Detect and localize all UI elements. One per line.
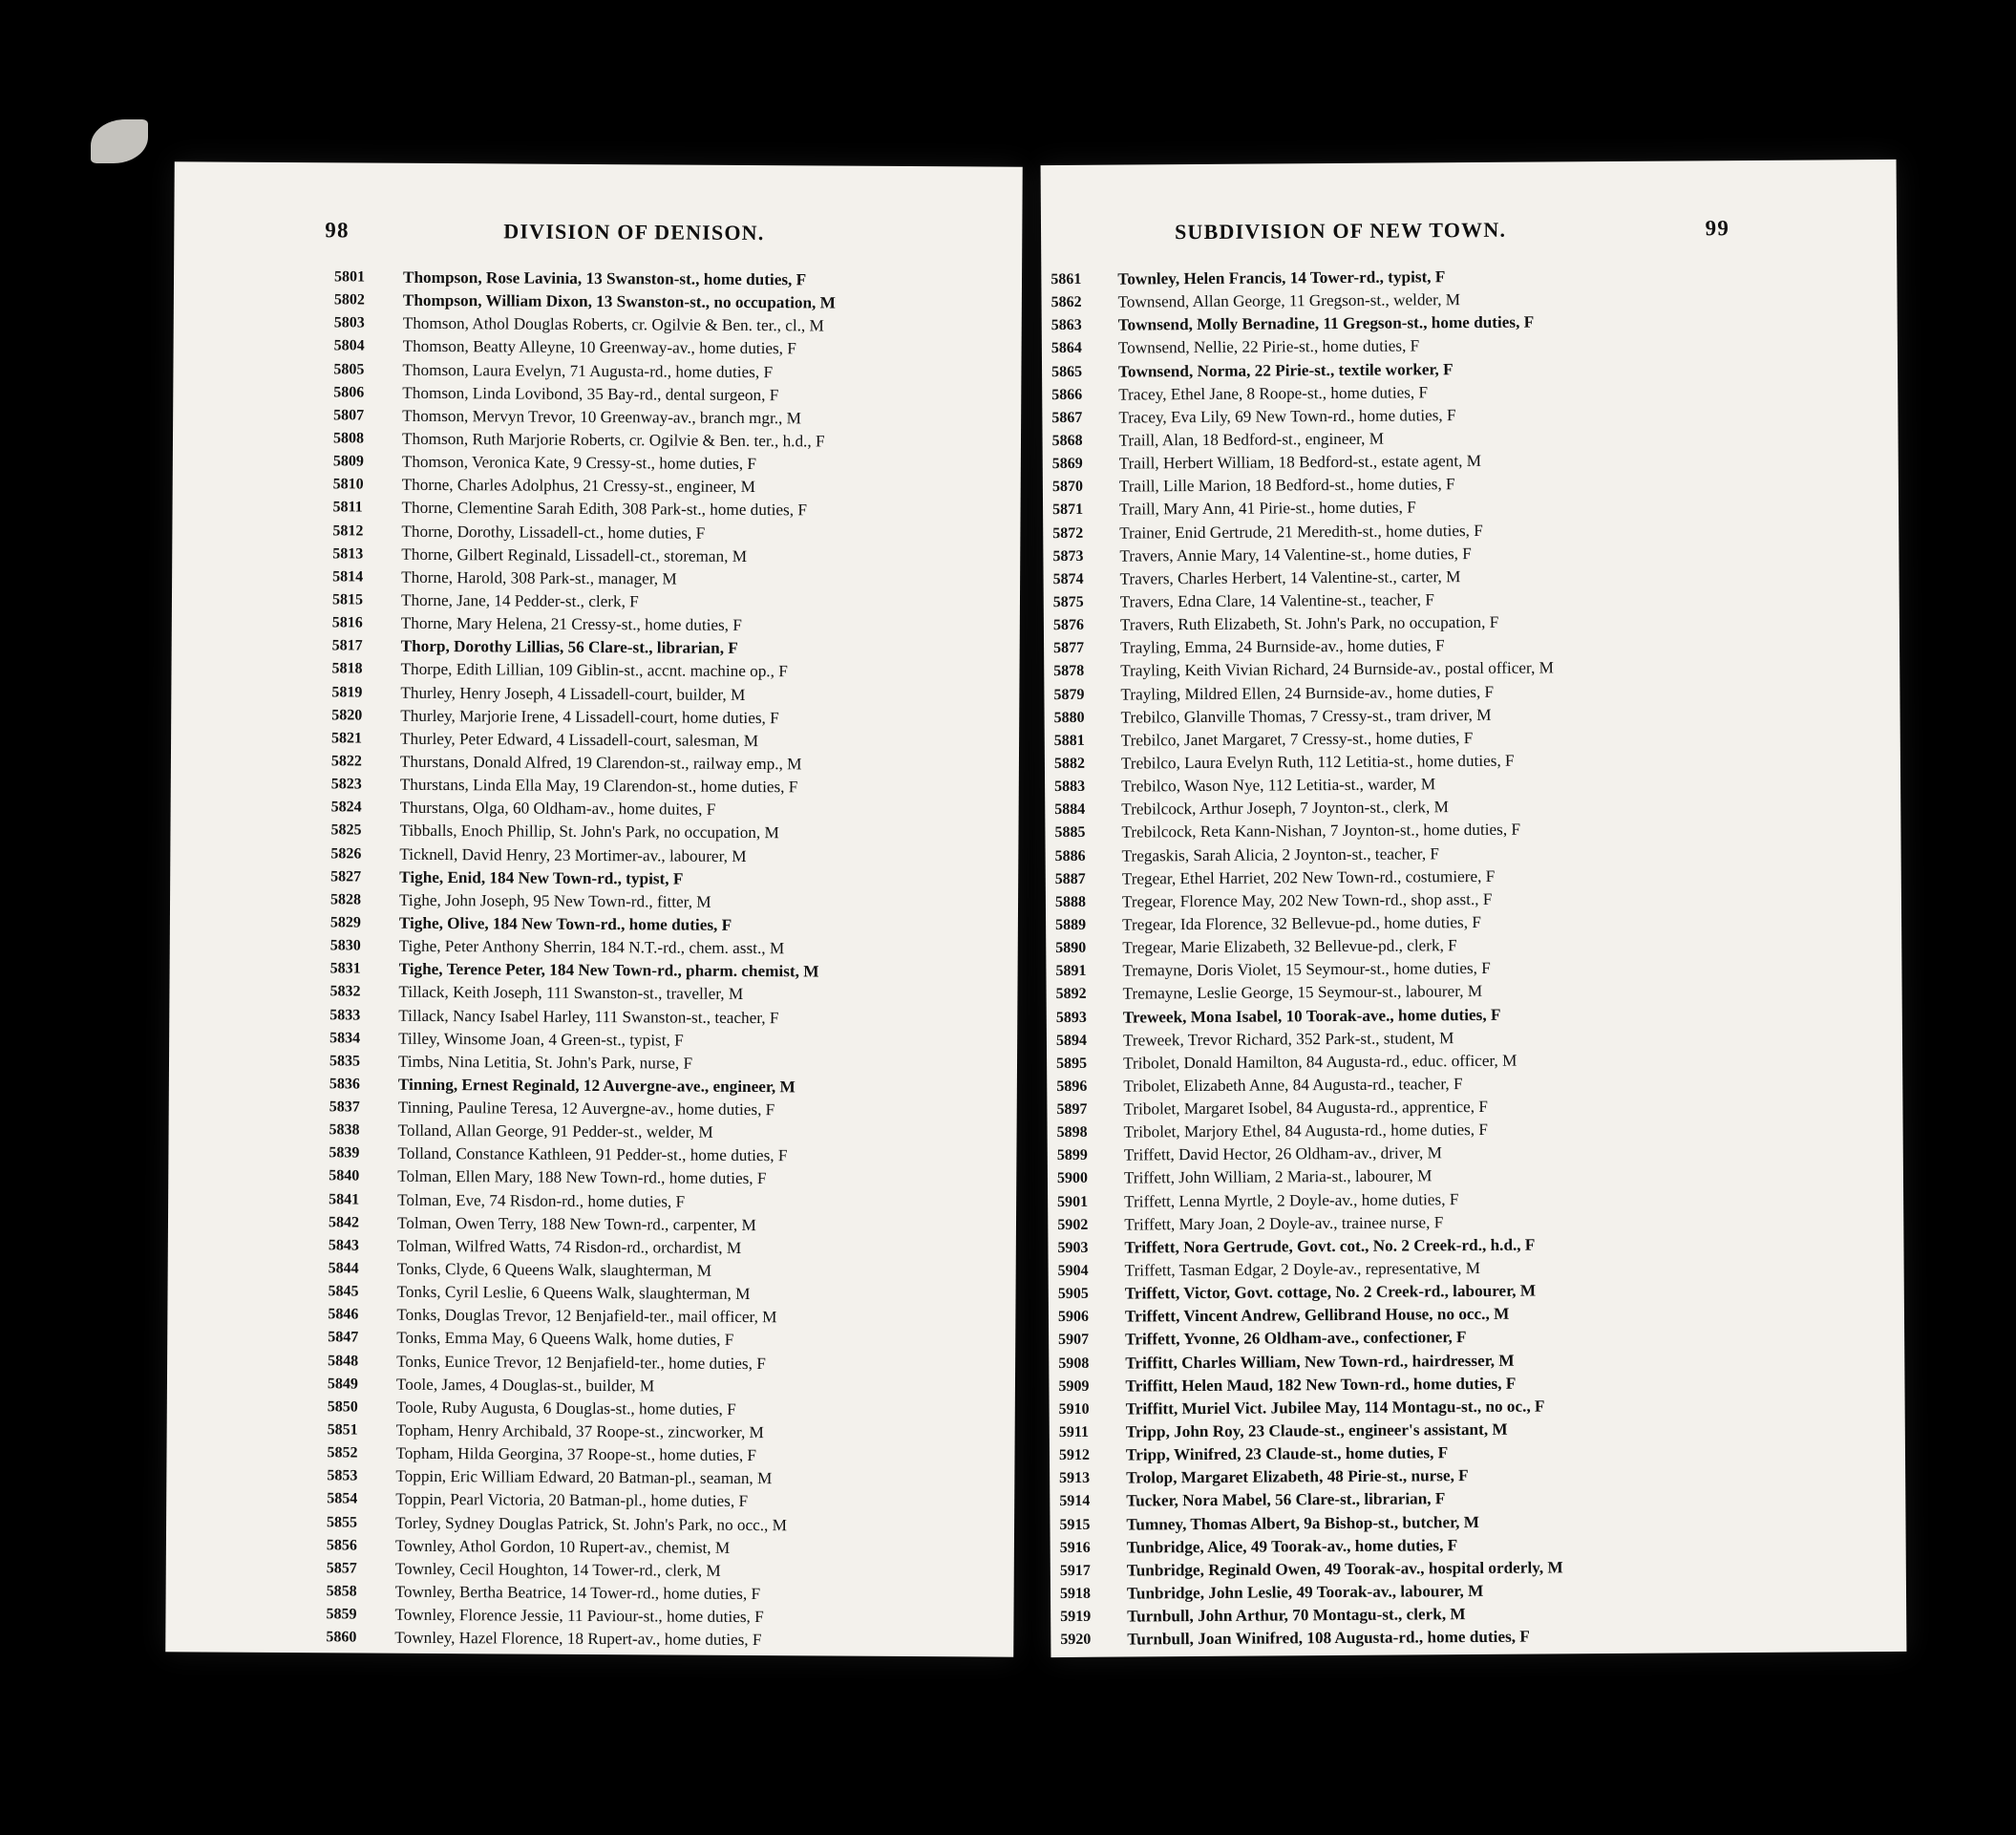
elector-details: Triffett, Lenna Myrtle, 2 Doyle-av., home duties, F (1124, 1189, 1459, 1211)
elector-number: 5833 (329, 1006, 361, 1024)
elector-details: Tregear, Ethel Harriet, 202 New Town-rd., costumiere, F (1121, 866, 1496, 888)
elector-details: Travers, Ruth Elizabeth, St. John's Park, no occupation, F (1119, 612, 1499, 634)
elector-details: Ticknell, David Henry, 23 Mortimer-av., labourer, M (399, 844, 747, 865)
elector-details: Triffett, Tasman Edgar, 2 Doyle-av., representative, M (1124, 1259, 1481, 1280)
elector-details: Traill, Lille Marion, 18 Bedford-st., home duties, F (1118, 475, 1455, 496)
elector-number: 5845 (328, 1283, 359, 1300)
elector-details: Townsend, Nellie, 22 Pirie-st., home duties, F (1117, 336, 1420, 358)
elector-details: Tonks, Douglas Trevor, 12 Benjafield-ter., mail officer, M (396, 1306, 777, 1327)
elector-details: Toole, James, 4 Douglas-st., builder, M (395, 1375, 655, 1396)
elector-number: 5837 (329, 1099, 360, 1116)
elector-details: Tighe, John Joseph, 95 New Town-rd., fitter, M (398, 890, 711, 911)
elector-details: Thurstans, Linda Ella May, 19 Clarendon-st., home duties, F (399, 775, 798, 797)
elector-details: Tripp, Winifred, 23 Claude-st., home duties, F (1125, 1443, 1449, 1464)
elector-details: Tinning, Ernest Reginald, 12 Auvergne-ave., engineer, M (397, 1075, 796, 1097)
elector-number: 5836 (329, 1076, 360, 1093)
page-number: 99 (1705, 216, 1730, 241)
elector-details: Triffett, David Hector, 26 Oldham-av., driver, M (1123, 1143, 1442, 1164)
leaf-stamp-icon (91, 119, 148, 163)
elector-details: Turnbull, John Arthur, 70 Montagu-st., clerk, M (1127, 1605, 1466, 1626)
elector-details: Tinning, Pauline Teresa, 12 Auvergne-av., home duties, F (397, 1098, 775, 1120)
elector-number: 5909 (1058, 1377, 1090, 1395)
elector-number: 5875 (1052, 593, 1084, 611)
elector-details: Thorpe, Edith Lillian, 109 Giblin-st., accnt. machine op., F (400, 660, 788, 681)
elector-details: Thorp, Dorothy Lillias, 56 Clare-st., librarian, F (400, 637, 738, 658)
page-header (174, 217, 1022, 254)
elector-number: 5904 (1057, 1262, 1089, 1280)
elector-details: Thorne, Harold, 308 Park-st., manager, M (401, 567, 677, 588)
elector-details: Tremayne, Leslie George, 15 Seymour-st., labourer, M (1122, 982, 1483, 1003)
elector-number: 5918 (1059, 1585, 1092, 1603)
elector-number: 5834 (329, 1029, 361, 1047)
elector-details: Trolop, Margaret Elizabeth, 48 Pirie-st., nurse, F (1126, 1466, 1469, 1487)
elector-details: Traill, Alan, 18 Bedford-st., engineer, M (1118, 429, 1385, 450)
elector-details: Triffett, Mary Joan, 2 Doyle-av., trainee nurse, F (1124, 1212, 1444, 1234)
elector-details: Timbs, Nina Letitia, St. John's Park, nurse, F (397, 1052, 693, 1073)
elector-number: 5890 (1055, 939, 1087, 957)
elector-details: Thurley, Henry Joseph, 4 Lissadell-court, builder, M (400, 683, 746, 704)
elector-list (1041, 263, 1906, 1653)
elector-details: Thorne, Clementine Sarah Edith, 308 Park-st., home duties, F (401, 499, 807, 520)
elector-number: 5911 (1058, 1423, 1090, 1441)
elector-number: 5852 (327, 1444, 358, 1462)
elector-number: 5895 (1056, 1055, 1088, 1072)
elector-details: Turnbull, Joan Winifred, 108 Augusta-rd., home duties, F (1127, 1627, 1530, 1649)
elector-number: 5805 (333, 360, 365, 378)
elector-details: Thurley, Marjorie Irene, 4 Lissadell-court, home duties, F (400, 706, 779, 727)
elector-number: 5807 (333, 407, 365, 424)
elector-details: Thorne, Dorothy, Lissadell-ct., home duties, F (401, 522, 706, 543)
elector-number: 5873 (1052, 547, 1084, 565)
elector-number: 5818 (331, 660, 363, 677)
elector-details: Tolman, Eve, 74 Risdon-rd., home duties, F (397, 1190, 686, 1211)
elector-number: 5841 (329, 1190, 360, 1208)
elector-details: Tonks, Emma May, 6 Queens Walk, home duties, F (396, 1329, 734, 1350)
elector-details: Thorne, Charles Adolphus, 21 Cressy-st., engineer, M (401, 476, 755, 497)
elector-details: Topham, Henry Archibald, 37 Roope-st., zincworker, M (395, 1420, 764, 1442)
elector-number: 5884 (1054, 801, 1086, 819)
elector-details: Tucker, Nora Mabel, 56 Clare-st., librarian, F (1126, 1489, 1446, 1511)
page-heading: SUBDIVISION OF NEW TOWN. (1174, 217, 1507, 245)
elector-details: Triffett, Yvonne, 26 Oldham-ave., confectioner, F (1125, 1328, 1467, 1350)
elector-details: Tregear, Marie Elizabeth, 32 Bellevue-pd., clerk, F (1122, 936, 1457, 957)
elector-number: 5812 (332, 522, 364, 540)
elector-details: Triffitt, Charles William, New Town-rd., hairdresser, M (1125, 1351, 1515, 1373)
elector-number: 5919 (1060, 1608, 1092, 1626)
elector-details: Treweek, Trevor Richard, 352 Park-st., student, M (1122, 1028, 1454, 1050)
elector-number: 5822 (330, 753, 362, 770)
elector-number: 5825 (330, 821, 362, 839)
elector-number: 5913 (1059, 1470, 1091, 1487)
elector-details: Triffett, Vincent Andrew, Gellibrand House, no occ., M (1124, 1305, 1510, 1326)
elector-details: Townley, Athol Gordon, 10 Rupert-av., chemist, M (394, 1536, 731, 1557)
list-item (165, 1626, 1013, 1654)
elector-number: 5843 (328, 1237, 359, 1254)
elector-number: 5899 (1056, 1147, 1088, 1164)
elector-number: 5801 (333, 268, 366, 286)
elector-details: Travers, Annie Mary, 14 Valentine-st., home duties, F (1119, 544, 1472, 565)
elector-number: 5903 (1057, 1239, 1089, 1256)
elector-number: 5883 (1054, 778, 1086, 796)
elector-details: Thomson, Veronica Kate, 9 Cressy-st., home duties, F (401, 452, 756, 474)
elector-details: Tribolet, Elizabeth Anne, 84 Augusta-rd., teacher, F (1123, 1075, 1463, 1096)
elector-details: Tibballs, Enoch Phillip, St. John's Park, no occupation, M (399, 821, 779, 843)
elector-details: Tunbridge, John Leslie, 49 Toorak-av., labourer, M (1126, 1581, 1484, 1603)
elector-details: Townley, Cecil Houghton, 14 Tower-rd., clerk, M (394, 1559, 721, 1580)
elector-number: 5850 (327, 1398, 358, 1416)
elector-number: 5856 (326, 1537, 357, 1554)
elector-number: 5828 (330, 891, 362, 908)
elector-details: Triffett, Victor, Govt. cottage, No. 2 Creek-rd., labourer, M (1124, 1281, 1537, 1303)
elector-number: 5900 (1056, 1170, 1089, 1187)
elector-number: 5808 (332, 430, 365, 447)
elector-details: Toole, Ruby Augusta, 6 Douglas-st., home duties, F (395, 1398, 736, 1419)
elector-details: Thorne, Jane, 14 Pedder-st., clerk, F (400, 590, 639, 611)
elector-number: 5888 (1054, 893, 1087, 910)
elector-number: 5824 (330, 799, 362, 816)
elector-number: 5880 (1053, 709, 1085, 726)
list-item (1050, 1623, 1906, 1652)
elector-details: Traill, Herbert William, 18 Bedford-st., estate agent, M (1118, 452, 1482, 473)
elector-details: Tunbridge, Reginald Owen, 49 Toorak-av., hospital orderly, M (1126, 1558, 1563, 1580)
elector-details: Travers, Edna Clare, 14 Valentine-st., teacher, F (1119, 590, 1434, 611)
elector-details: Tillack, Nancy Isabel Harley, 111 Swanston-st., teacher, F (398, 1006, 779, 1027)
elector-details: Triffitt, Helen Maud, 182 New Town-rd., home duties, F (1125, 1374, 1517, 1396)
elector-details: Trebilcock, Arthur Joseph, 7 Joynton-st., clerk, M (1121, 798, 1449, 819)
elector-details: Townsend, Allan George, 11 Gregson-st., welder, M (1117, 290, 1461, 311)
elector-details: Tregaskis, Sarah Alicia, 2 Joynton-st., teacher, F (1121, 843, 1440, 865)
elector-number: 5887 (1054, 870, 1086, 887)
elector-details: Tribolet, Margaret Isobel, 84 Augusta-rd., apprentice, F (1123, 1097, 1488, 1119)
elector-details: Trebilcock, Reta Kann-Nishan, 7 Joynton-st., home duties, F (1121, 821, 1521, 842)
elector-number: 5820 (331, 706, 363, 724)
elector-details: Trebilco, Laura Evelyn Ruth, 112 Letitia-st., home duties, F (1120, 751, 1515, 773)
elector-number: 5854 (327, 1490, 358, 1507)
elector-number: 5897 (1056, 1100, 1088, 1119)
elector-number: 5892 (1055, 986, 1087, 1003)
elector-details: Tracey, Ethel Jane, 8 Roope-st., home duties, F (1118, 383, 1429, 404)
page-header (1041, 215, 1897, 253)
elector-number: 5815 (331, 591, 364, 608)
elector-number: 5886 (1054, 847, 1086, 864)
elector-details: Townley, Florence Jessie, 11 Paviour-st., home duties, F (394, 1605, 764, 1627)
elector-details: Tripp, John Roy, 23 Claude-st., engineer's assistant, M (1125, 1419, 1508, 1441)
elector-details: Thompson, William Dixon, 13 Swanston-st., no occupation, M (402, 290, 836, 312)
elector-number: 5906 (1057, 1309, 1090, 1326)
elector-number: 5831 (329, 960, 361, 977)
elector-number: 5851 (327, 1421, 358, 1439)
elector-number: 5853 (327, 1467, 358, 1484)
elector-details: Thurstans, Donald Alfred, 19 Clarendon-st., railway emp., M (399, 752, 802, 774)
elector-number: 5846 (328, 1306, 359, 1323)
elector-number: 5829 (329, 914, 361, 931)
elector-number: 5915 (1059, 1516, 1091, 1533)
elector-details: Tunbridge, Alice, 49 Toorak-av., home duties, F (1126, 1535, 1458, 1557)
elector-details: Townley, Bertha Beatrice, 14 Tower-rd., home duties, F (394, 1582, 761, 1604)
elector-details: Tribolet, Marjory Ethel, 84 Augusta-rd., home duties, F (1123, 1120, 1488, 1142)
elector-number: 5849 (327, 1376, 359, 1393)
elector-number: 5838 (329, 1121, 360, 1139)
elector-number: 5879 (1053, 686, 1085, 703)
elector-details: Torley, Sydney Douglas Patrick, St. John's Park, no occ., M (395, 1513, 788, 1534)
elector-number: 5874 (1052, 570, 1084, 587)
elector-details: Tolman, Ellen Mary, 188 New Town-rd., home duties, F (397, 1167, 767, 1188)
elector-details: Tighe, Terence Peter, 184 New Town-rd., pharm. chemist, M (398, 959, 819, 981)
elector-details: Tregear, Ida Florence, 32 Bellevue-pd., home duties, F (1122, 912, 1481, 934)
elector-details: Toppin, Pearl Victoria, 20 Batman-pl., home duties, F (395, 1490, 749, 1511)
elector-list (165, 265, 1022, 1654)
elector-number: 5866 (1051, 386, 1083, 403)
elector-number: 5858 (326, 1583, 357, 1600)
elector-number: 5882 (1053, 755, 1085, 773)
elector-details: Trebilco, Wason Nye, 112 Letitia-st., warder, M (1121, 775, 1436, 796)
elector-details: Thomson, Mervyn Trevor, 10 Greenway-av., branch mgr., M (402, 406, 802, 428)
elector-number: 5859 (326, 1606, 357, 1623)
elector-details: Townley, Helen Francis, 14 Tower-rd., typist, F (1117, 267, 1446, 288)
elector-number: 5917 (1059, 1562, 1091, 1579)
elector-details: Trebilco, Glanville Thomas, 7 Cressy-st., tram driver, M (1120, 705, 1492, 727)
elector-number: 5809 (332, 453, 364, 470)
elector-number: 5885 (1054, 824, 1086, 842)
elector-details: Thomson, Linda Lovibond, 35 Bay-rd., dental surgeon, F (402, 383, 779, 404)
elector-number: 5803 (333, 314, 365, 331)
elector-number: 5893 (1055, 1009, 1087, 1026)
page-heading: DIVISION OF DENISON. (503, 219, 765, 245)
elector-number: 5827 (330, 867, 362, 885)
elector-number: 5802 (333, 291, 365, 309)
elector-number: 5835 (329, 1053, 361, 1070)
elector-details: Townley, Hazel Florence, 18 Rupert-av., home duties, F (394, 1629, 762, 1650)
elector-details: Thomson, Athol Douglas Roberts, cr. Ogilvie & Ben. ter., cl., M (402, 314, 824, 335)
elector-details: Tonks, Eunice Trevor, 12 Benjafield-ter., home duties, F (396, 1352, 766, 1373)
elector-details: Thurstans, Olga, 60 Oldham-av., home duites, F (399, 798, 716, 820)
elector-details: Trayling, Keith Vivian Richard, 24 Burnside-av., postal officer, M (1120, 658, 1554, 680)
elector-number: 5832 (329, 983, 361, 1000)
elector-details: Tracey, Eva Lily, 69 New Town-rd., home duties, F (1118, 405, 1456, 427)
elector-number: 5901 (1057, 1193, 1089, 1210)
elector-details: Triffett, John William, 2 Maria-st., labourer, M (1123, 1166, 1432, 1188)
elector-details: Townsend, Norma, 22 Pirie-st., textile worker, F (1117, 359, 1454, 381)
elector-number: 5863 (1050, 317, 1082, 334)
elector-number: 5860 (326, 1629, 357, 1646)
elector-details: Thomson, Laura Evelyn, 71 Augusta-rd., home duties, F (402, 360, 774, 381)
elector-number: 5862 (1050, 293, 1082, 311)
elector-number: 5865 (1051, 363, 1083, 380)
elector-details: Treweek, Mona Isabel, 10 Toorak-ave., home duties, F (1122, 1005, 1501, 1027)
elector-number: 5813 (332, 545, 364, 563)
elector-details: Tregear, Florence May, 202 New Town-rd., shop asst., F (1121, 889, 1493, 911)
elector-details: Tolman, Owen Terry, 188 New Town-rd., carpenter, M (396, 1213, 756, 1234)
elector-number: 5889 (1055, 916, 1087, 933)
elector-number: 5891 (1055, 963, 1087, 980)
elector-details: Tolland, Constance Kathleen, 91 Pedder-st., home duties, F (397, 1144, 788, 1165)
elector-details: Triffett, Nora Gertrude, Govt. cot., No. 2 Creek-rd., h.d., F (1124, 1235, 1536, 1257)
elector-details: Tighe, Peter Anthony Sherrin, 184 N.T.-rd., chem. asst., M (398, 936, 785, 958)
elector-details: Tonks, Cyril Leslie, 6 Queens Walk, slaughterman, M (396, 1282, 751, 1304)
elector-details: Tilley, Winsome Joan, 4 Green-st., typist, F (398, 1029, 684, 1050)
elector-details: Thomson, Ruth Marjorie Roberts, cr. Ogilvie & Ben. ter., h.d., F (401, 429, 825, 451)
elector-details: Tumney, Thomas Albert, 9a Bishop-st., butcher, M (1126, 1512, 1479, 1534)
elector-details: Tremayne, Doris Violet, 15 Seymour-st., home duties, F (1122, 959, 1491, 980)
right-page (1041, 160, 1907, 1657)
elector-number: 5872 (1052, 524, 1084, 542)
elector-number: 5821 (331, 730, 363, 747)
elector-number: 5840 (329, 1167, 360, 1184)
elector-number: 5861 (1050, 270, 1082, 288)
elector-details: Tillack, Keith Joseph, 111 Swanston-st., traveller, M (398, 983, 744, 1004)
elector-details: Tolland, Allan George, 91 Pedder-st., welder, M (397, 1120, 713, 1142)
elector-details: Toppin, Eric William Edward, 20 Batman-pl., seaman, M (395, 1467, 773, 1488)
elector-details: Thorne, Mary Helena, 21 Cressy-st., home duties, F (400, 613, 742, 635)
elector-number: 5816 (331, 614, 363, 631)
elector-number: 5869 (1051, 455, 1083, 473)
elector-details: Thurley, Peter Edward, 4 Lissadell-court, salesman, M (400, 729, 759, 750)
elector-number: 5810 (332, 476, 364, 493)
elector-number: 5817 (331, 637, 363, 654)
elector-number: 5823 (330, 776, 362, 793)
elector-details: Topham, Hilda Georgina, 37 Roope-st., home duties, F (395, 1443, 757, 1465)
elector-number: 5896 (1056, 1078, 1088, 1095)
elector-number: 5826 (330, 844, 362, 863)
elector-number: 5898 (1056, 1124, 1088, 1142)
elector-details: Thomson, Beatty Alleyne, 10 Greenway-av., home duties, F (402, 337, 796, 358)
elector-number: 5804 (333, 337, 365, 354)
elector-details: Tribolet, Donald Hamilton, 84 Augusta-rd., educ. officer, M (1123, 1051, 1517, 1073)
elector-number: 5842 (328, 1214, 360, 1231)
elector-number: 5877 (1053, 640, 1085, 657)
elector-details: Tighe, Olive, 184 New Town-rd., home duties, F (398, 913, 732, 934)
elector-details: Travers, Charles Herbert, 14 Valentine-st., carter, M (1119, 566, 1461, 588)
elector-number: 5902 (1057, 1216, 1089, 1233)
elector-details: Trainer, Enid Gertrude, 21 Meredith-st., home duties, F (1119, 521, 1483, 543)
elector-details: Thorne, Gilbert Reginald, Lissadell-ct., storeman, M (401, 544, 748, 565)
elector-number: 5855 (327, 1513, 358, 1531)
elector-number: 5876 (1052, 616, 1084, 634)
elector-number: 5819 (331, 683, 363, 701)
elector-details: Tighe, Enid, 184 New Town-rd., typist, F (399, 867, 684, 888)
elector-number: 5814 (332, 568, 364, 586)
elector-number: 5878 (1053, 663, 1085, 680)
elector-number: 5847 (328, 1329, 359, 1346)
elector-number: 5871 (1052, 501, 1084, 519)
elector-details: Trayling, Mildred Ellen, 24 Burnside-av., home duties, F (1120, 682, 1495, 704)
elector-number: 5908 (1058, 1355, 1090, 1372)
elector-number: 5848 (328, 1352, 359, 1370)
elector-number: 5905 (1057, 1286, 1089, 1303)
elector-number: 5894 (1055, 1032, 1088, 1049)
elector-details: Traill, Mary Ann, 41 Pirie-st., home duties, F (1119, 498, 1416, 519)
page-number: 98 (325, 218, 350, 243)
elector-number: 5914 (1059, 1493, 1091, 1510)
elector-number: 5907 (1058, 1332, 1090, 1349)
elector-number: 5881 (1053, 732, 1085, 749)
elector-number: 5912 (1058, 1446, 1091, 1464)
elector-number: 5857 (326, 1560, 357, 1577)
elector-number: 5920 (1060, 1632, 1092, 1649)
left-page (165, 161, 1023, 1656)
elector-number: 5864 (1050, 340, 1082, 357)
elector-number: 5806 (333, 384, 365, 401)
elector-number: 5868 (1051, 432, 1083, 450)
elector-details: Trebilco, Janet Margaret, 7 Cressy-st., home duties, F (1120, 728, 1474, 750)
elector-details: Tolman, Wilfred Watts, 74 Risdon-rd., orchardist, M (396, 1236, 742, 1257)
elector-number: 5844 (328, 1260, 359, 1277)
elector-number: 5830 (329, 937, 361, 954)
elector-number: 5839 (329, 1144, 360, 1162)
elector-number: 5870 (1051, 479, 1083, 496)
elector-details: Townsend, Molly Bernadine, 11 Gregson-st., home duties, F (1117, 312, 1535, 334)
elector-details: Thompson, Rose Lavinia, 13 Swanston-st., home duties, F (402, 267, 807, 289)
elector-details: Trayling, Emma, 24 Burnside-av., home duties, F (1120, 636, 1445, 657)
elector-number: 5867 (1051, 409, 1083, 426)
elector-number: 5910 (1058, 1400, 1090, 1418)
elector-number: 5811 (332, 499, 363, 516)
elector-details: Triffitt, Muriel Vict. Jubilee May, 114 Montagu-st., no oc., F (1125, 1397, 1545, 1419)
elector-details: Tonks, Clyde, 6 Queens Walk, slaughterman, M (396, 1259, 712, 1280)
elector-number: 5916 (1059, 1539, 1091, 1556)
